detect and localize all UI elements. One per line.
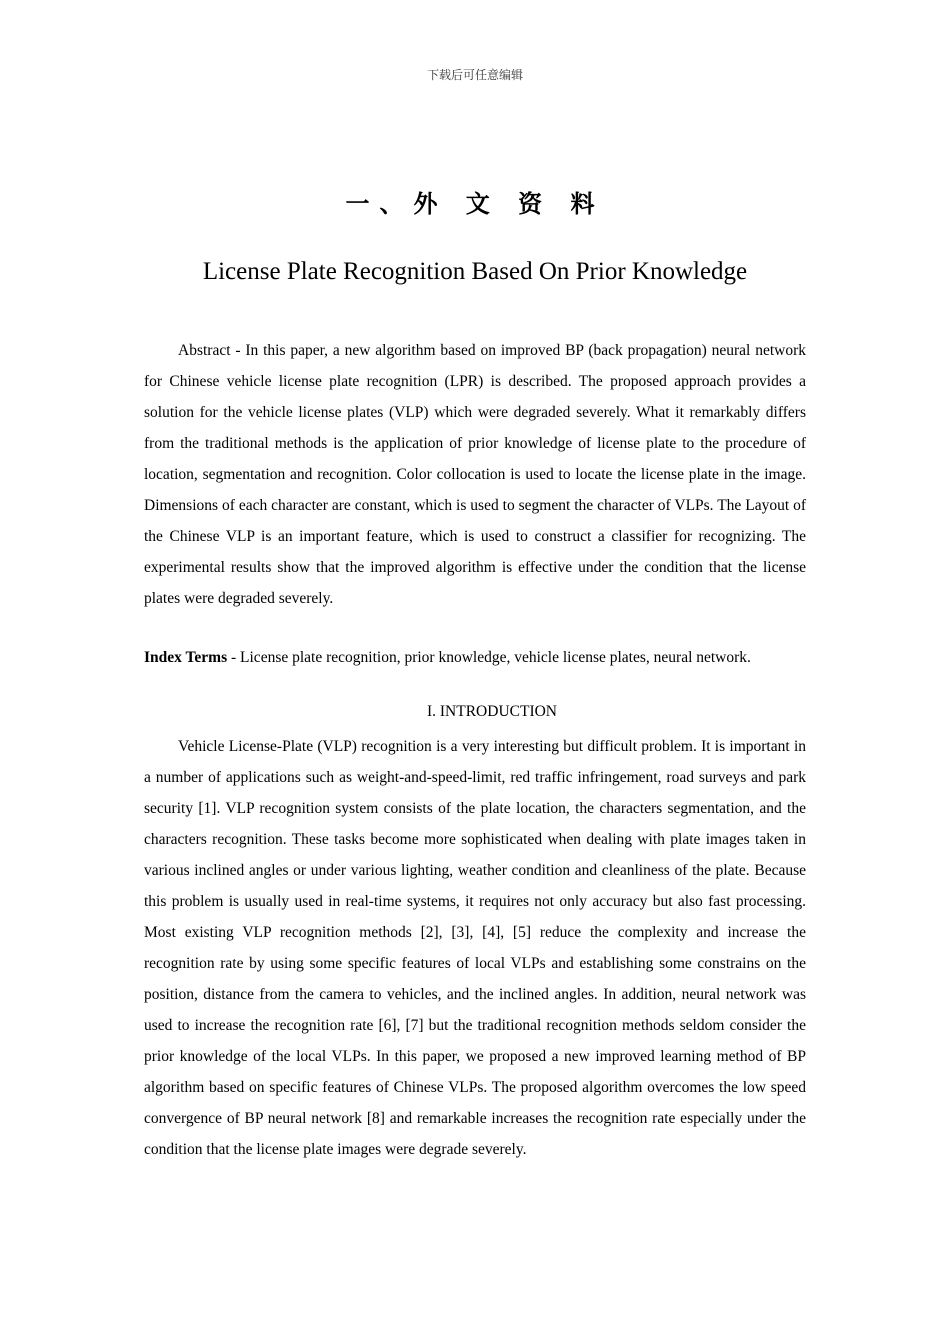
chinese-section-heading: 一、外 文 资 料 <box>345 190 605 218</box>
paper-title: License Plate Recognition Based On Prior Knowledge <box>202 258 748 285</box>
header-note: 下载后可任意编辑 <box>426 68 523 82</box>
index-terms-text: - License plate recognition, prior knowledge, vehicle license plates, neural network. <box>227 649 751 666</box>
introduction-heading: I. INTRODUCTION <box>426 703 557 720</box>
index-terms <box>144 642 806 673</box>
introduction-paragraph: Vehicle License-Plate (VLP) recognition is a very interesting but difficult problem. It is important in a number of applications such as weight-and-speed-limit, red traffic infringement, road surveys and park security [1]. VLP recognition system consists of the plate location, the characters segmentation, and the characters recognition. These tasks become more sophisticated when dealing with plate images taken in various inclined angles or under various lighting, weather condition and cleanliness of the plate. Because this problem is usually used in real-time systems, it requires not only accuracy but also fast processing. Most existing VLP recognition methods [2], [3], [4], [5] reduce the complexity and increase the recognition rate by using some specific features of local VLPs and establishing some constrains on the position, distance from the camera to vehicles, and the inclined angles. In addition, neural network was used to increase the recognition rate [6], [7] but the traditional recognition methods seldom consider the prior knowledge of the local VLPs. In this paper, we proposed a new improved learning method of BP algorithm based on specific features of Chinese VLPs. The proposed algorithm overcomes the low speed convergence of BP neural network [8] and remarkable increases the recognition rate especially under the condition that the license plate images were degrade severely. <box>144 738 806 1158</box>
index-terms-label: Index Terms <box>144 649 228 666</box>
abstract-paragraph: Abstract - In this paper, a new algorithm based on improved BP (back propagation) neural network for Chinese vehicle license plate recognition (LPR) is described. The proposed approach provides a solution for the vehicle license plates (VLP) which were degraded severely. What it remarkably differs from the traditional methods is the application of prior knowledge of license plate to the procedure of location, segmentation and recognition. Color collocation is used to locate the license plate in the image. Dimensions of each character are constant, which is used to segment the character of VLPs. The Layout of the Chinese VLP is an important feature, which is used to construct a classifier for recognizing. The experimental results show that the improved algorithm is effective under the condition that the license plates were degraded severely. <box>144 342 806 607</box>
